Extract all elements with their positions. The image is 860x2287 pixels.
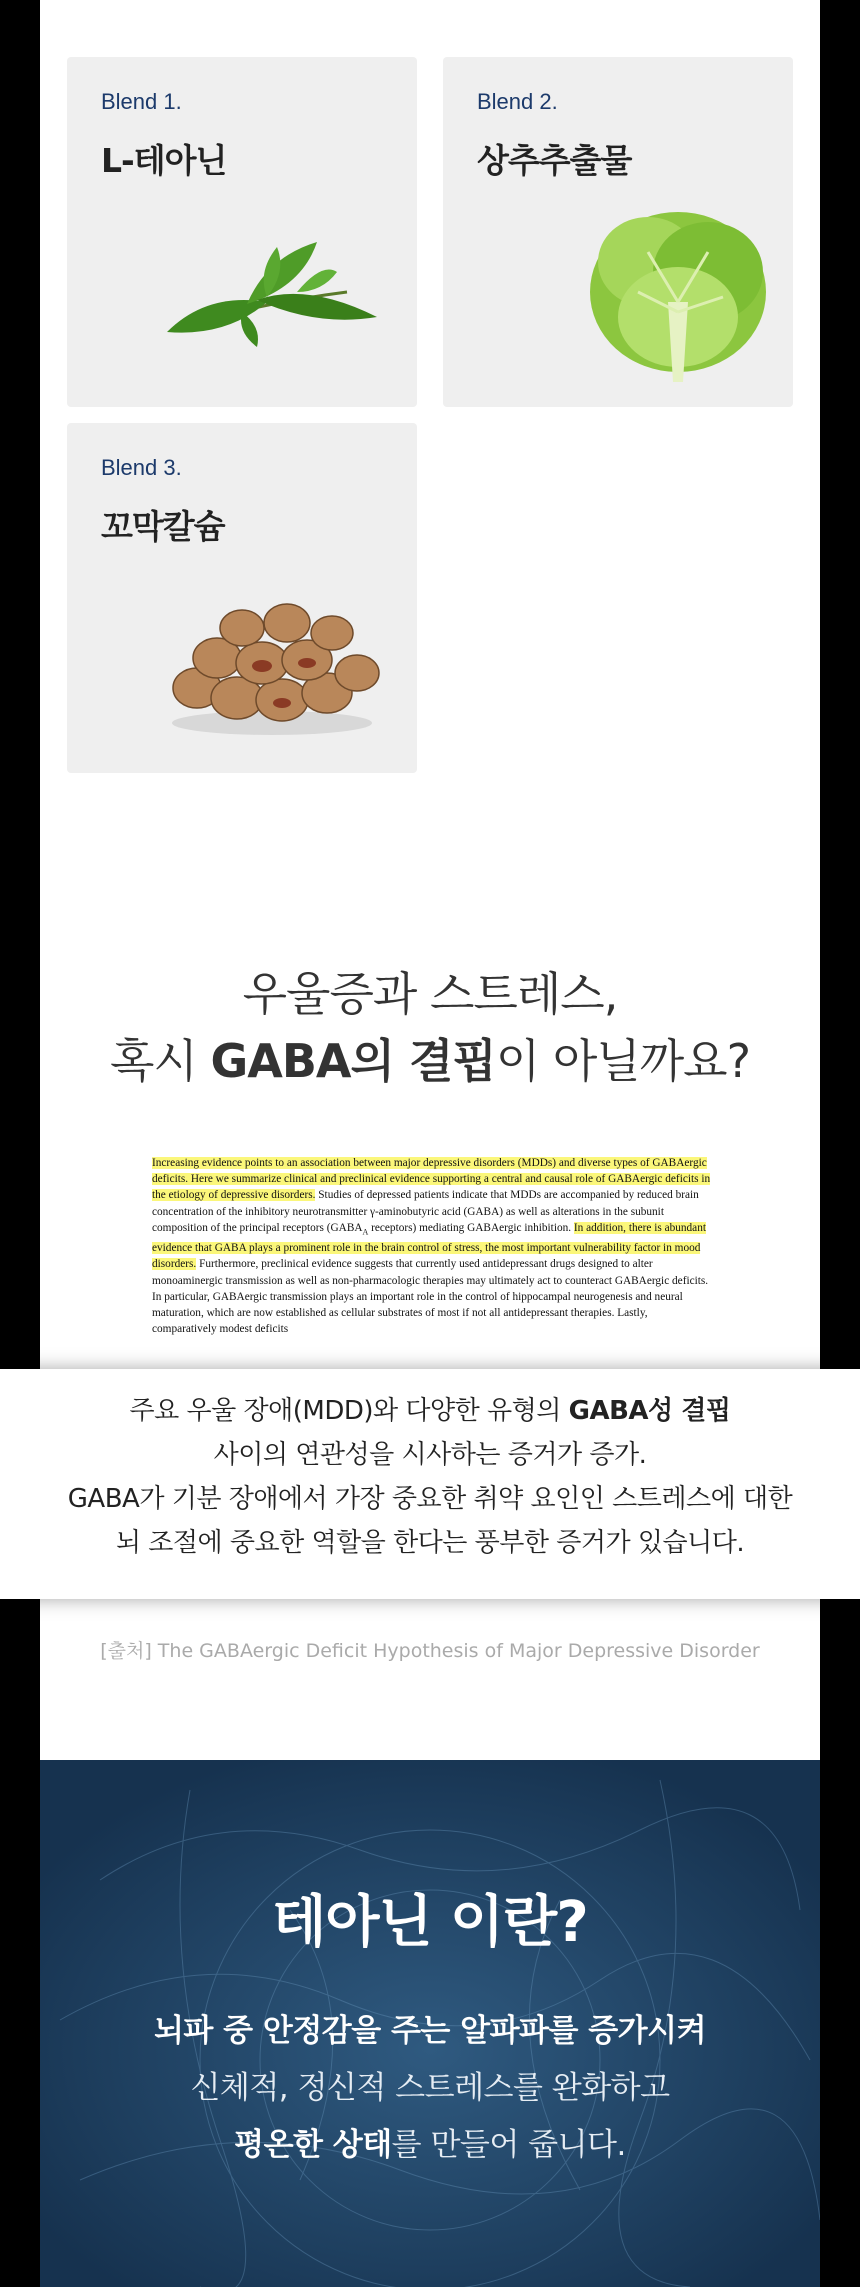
theanine-line1 — [40, 2005, 820, 2050]
line1-bold: 뇌파 중 안정감을 주는 알파파를 증가시켜 — [153, 2013, 707, 2049]
summary-band — [0, 1369, 860, 1599]
blend-card-2 — [443, 57, 793, 407]
title-text: 우울증과 스트레스, — [242, 967, 618, 1021]
summary-line3: GABA가 기분 장애에서 가장 중요한 취약 요인인 스트레스에 대한 — [67, 1484, 793, 1514]
title-prefix: 혹시 — [109, 1034, 211, 1088]
line3-bold: 평온한 상태 — [234, 2127, 392, 2163]
blend-name: 상추추출물 — [477, 141, 632, 180]
highlighted-text: Increasing evidence points to an association between major depressive disorders (MDDs) and diverse types of GABAergic deficits. Here we summarize clinical and preclinical evidence supporting a central and causal role of GABAergic deficits in the etiology of depressive disorders. — [152, 1157, 711, 1202]
abstract-subscript: A — [362, 1227, 369, 1237]
highlighted-text: In addition, there is abundant evidence that GABA plays a prominent role in the brain control of stress, the most important vulnerability factor in mood disorders. — [152, 1221, 706, 1271]
blend-card-3 — [67, 423, 417, 773]
theanine-section — [40, 1760, 820, 2287]
summary-line1 — [0, 1389, 860, 1433]
blend-number: Blend 1. — [101, 89, 182, 114]
title-suffix: 이 아닐까요? — [495, 1034, 751, 1088]
title-bold: GABA의 결핍 — [210, 1034, 496, 1088]
tea-leaf-image — [147, 232, 387, 352]
abstract-text: Studies of depressed patients indicate that MDDs are accompanied by reduced brain concentration of the inhibitory neurotransmitter γ-aminobutyric acid (GABA) as well as alterations in the subunit composition of the principal receptors (GABA — [152, 1189, 699, 1234]
blend-name: L-테아닌 — [101, 141, 227, 180]
summary-line1-prefix: 주요 우울 장애(MDD)와 다양한 유형의 — [129, 1396, 569, 1426]
blend-number: Blend 2. — [477, 89, 558, 114]
blend-number: Blend 3. — [101, 455, 182, 480]
line3-suffix: 를 만들어 줍니다. — [391, 2127, 626, 2163]
blend-card-1 — [67, 57, 417, 407]
cockles-image — [157, 588, 387, 738]
summary-line1-bold: GABA성 결핍 — [568, 1396, 731, 1426]
abstract-text: Furthermore, preclinical evidence suggests that currently used antidepressant drugs designed to alter monoaminergic transmission as well as non-pharmacologic therapies may ultimately act to counteract GABAergic deficits. In particular, GABAergic transmission plays an important role in the control of hippocampal neurogenesis and neural maturation, which are now established as cellular substrates of most if not all antidepressant therapies. Lastly, comparatively modest deficits — [152, 1258, 709, 1336]
theanine-heading: 테아닌 이란? — [272, 1890, 588, 1955]
line2-text: 신체적, 정신적 스트레스를 완화하고 — [190, 2070, 670, 2106]
abstract-text: receptors) mediating GABAergic inhibition. — [368, 1221, 574, 1234]
section-title-line2 — [40, 1025, 820, 1091]
blend-name: 꼬막칼슘 — [101, 507, 225, 546]
source-citation: [출처] The GABAergic Deficit Hypothesis of Major Depressive Disorder — [100, 1640, 760, 1662]
summary-line4: 뇌 조절에 중요한 역할을 한다는 풍부한 증거가 있습니다. — [115, 1528, 745, 1558]
paper-abstract-excerpt — [152, 1155, 712, 1370]
theanine-line3 — [40, 2119, 820, 2164]
summary-line2: 사이의 연관성을 시사하는 증거가 증가. — [213, 1440, 647, 1470]
lettuce-image — [578, 182, 778, 392]
product-detail-page — [40, 0, 820, 2287]
section-title-line1 — [40, 958, 820, 1024]
theanine-line2 — [40, 2062, 820, 2107]
summary-text — [0, 1389, 860, 1565]
